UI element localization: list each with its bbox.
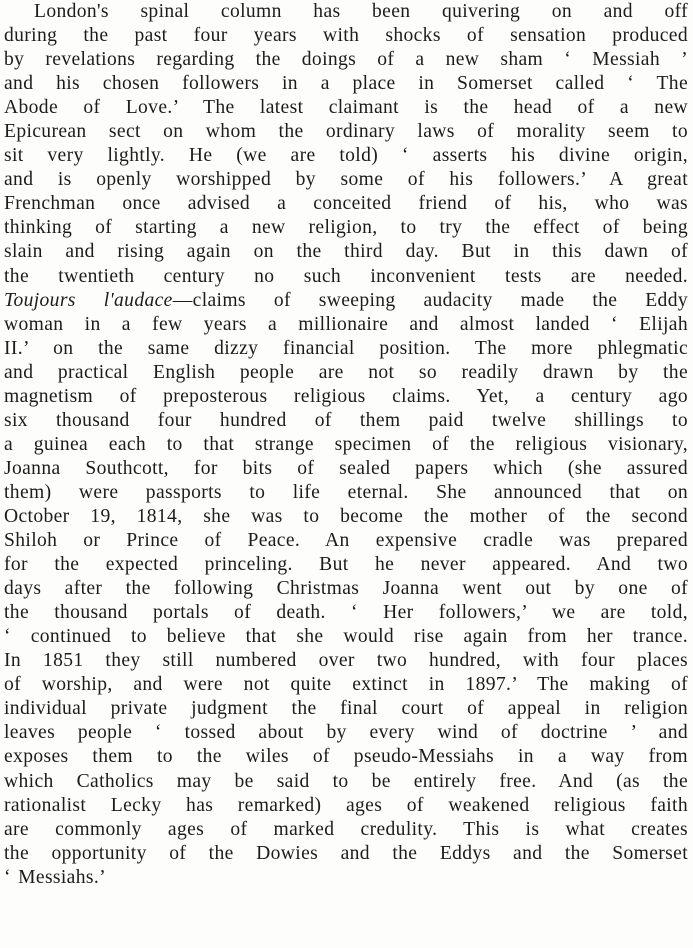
text-line: and his chosen followers in a place in Somerset called ‘ The xyxy=(4,73,688,95)
text-line: Joanna Southcott, for bits of sealed papers which (she assured xyxy=(4,457,688,479)
text-line: slain and rising again on the third day. But in this dawn of xyxy=(4,241,688,263)
text-line: leaves people ‘ tossed about by every wind of doctrine ’ and xyxy=(4,722,688,744)
text-line: ‘ Messiahs.’ xyxy=(4,866,106,888)
text-line: October 19, 1814, she was to become the mother of the second xyxy=(4,505,688,527)
text-line: London's spinal column has been quivering on and off xyxy=(34,1,688,22)
text-line: of worship, and were not quite extinct in 1897.’ The making of xyxy=(4,674,688,696)
text-line-rest: —claims of sweeping audacity made the Eddy xyxy=(172,289,688,311)
text-line: are commonly ages of marked credulity. This is what creates xyxy=(4,818,688,840)
text-line: Shiloh or Prince of Peace. An expensive cradle was prepared xyxy=(4,530,688,552)
text-line: woman in a few years a millionaire and almost landed ‘ Elijah xyxy=(4,313,688,335)
text-line: Frenchman once advised a conceited friend of his, who was xyxy=(4,193,688,215)
text-line: In 1851 they still numbered over two hundred, with four places xyxy=(4,650,688,672)
text-line: the opportunity of the Dowies and the Eddys and the Somerset xyxy=(4,842,688,864)
text-line: sit very lightly. He (we are told) ‘ asserts his divine origin, xyxy=(4,145,688,167)
text-line-with-italic xyxy=(4,289,688,313)
text-line: six thousand four hundred of them paid twelve shillings to xyxy=(4,409,688,431)
text-line: by revelations regarding the doings of a new sham ‘ Messiah ’ xyxy=(4,49,688,71)
text-line: exposes them to the wiles of pseudo-Messiahs in a way from xyxy=(4,746,688,768)
text-line: them) were passports to life eternal. She announced that on xyxy=(4,481,688,503)
text-line: and practical English people are not so readily drawn by the xyxy=(4,361,688,383)
text-line: rationalist Lecky has remarked) ages of weakened religious faith xyxy=(4,794,688,816)
text-line: Epicurean sect on whom the ordinary laws of morality seem to xyxy=(4,121,688,143)
text-line: which Catholics may be said to be entirely free. And (as the xyxy=(4,770,688,792)
text-line: thinking of starting a new religion, to try the effect of being xyxy=(4,217,688,239)
text-line: days after the following Christmas Joanna went out by one of xyxy=(4,578,688,600)
text-line: the thousand portals of death. ‘ Her followers,’ we are told, xyxy=(4,602,688,624)
text-line: magnetism of preposterous religious claims. Yet, a century ago xyxy=(4,385,688,407)
text-line: during the past four years with shocks of sensation produced xyxy=(4,25,688,47)
text-line: the twentieth century no such inconvenient tests are needed. xyxy=(4,265,688,287)
body-paragraph xyxy=(4,0,688,890)
text-line: Abode of Love.’ The latest claimant is the head of a new xyxy=(4,97,688,119)
italic-phrase: Toujours l'audace xyxy=(4,289,173,311)
text-line: a guinea each to that strange specimen of the religious visionary, xyxy=(4,433,688,455)
text-line: for the expected princeling. But he never appeared. And two xyxy=(4,554,688,576)
text-line: individual private judgment the final court of appeal in religion xyxy=(4,698,688,720)
text-line: ‘ continued to believe that she would rise again from her trance. xyxy=(4,626,688,648)
text-line: and is openly worshipped by some of his followers.’ A great xyxy=(4,169,688,191)
text-line: II.’ on the same dizzy financial position. The more phlegmatic xyxy=(4,337,688,359)
